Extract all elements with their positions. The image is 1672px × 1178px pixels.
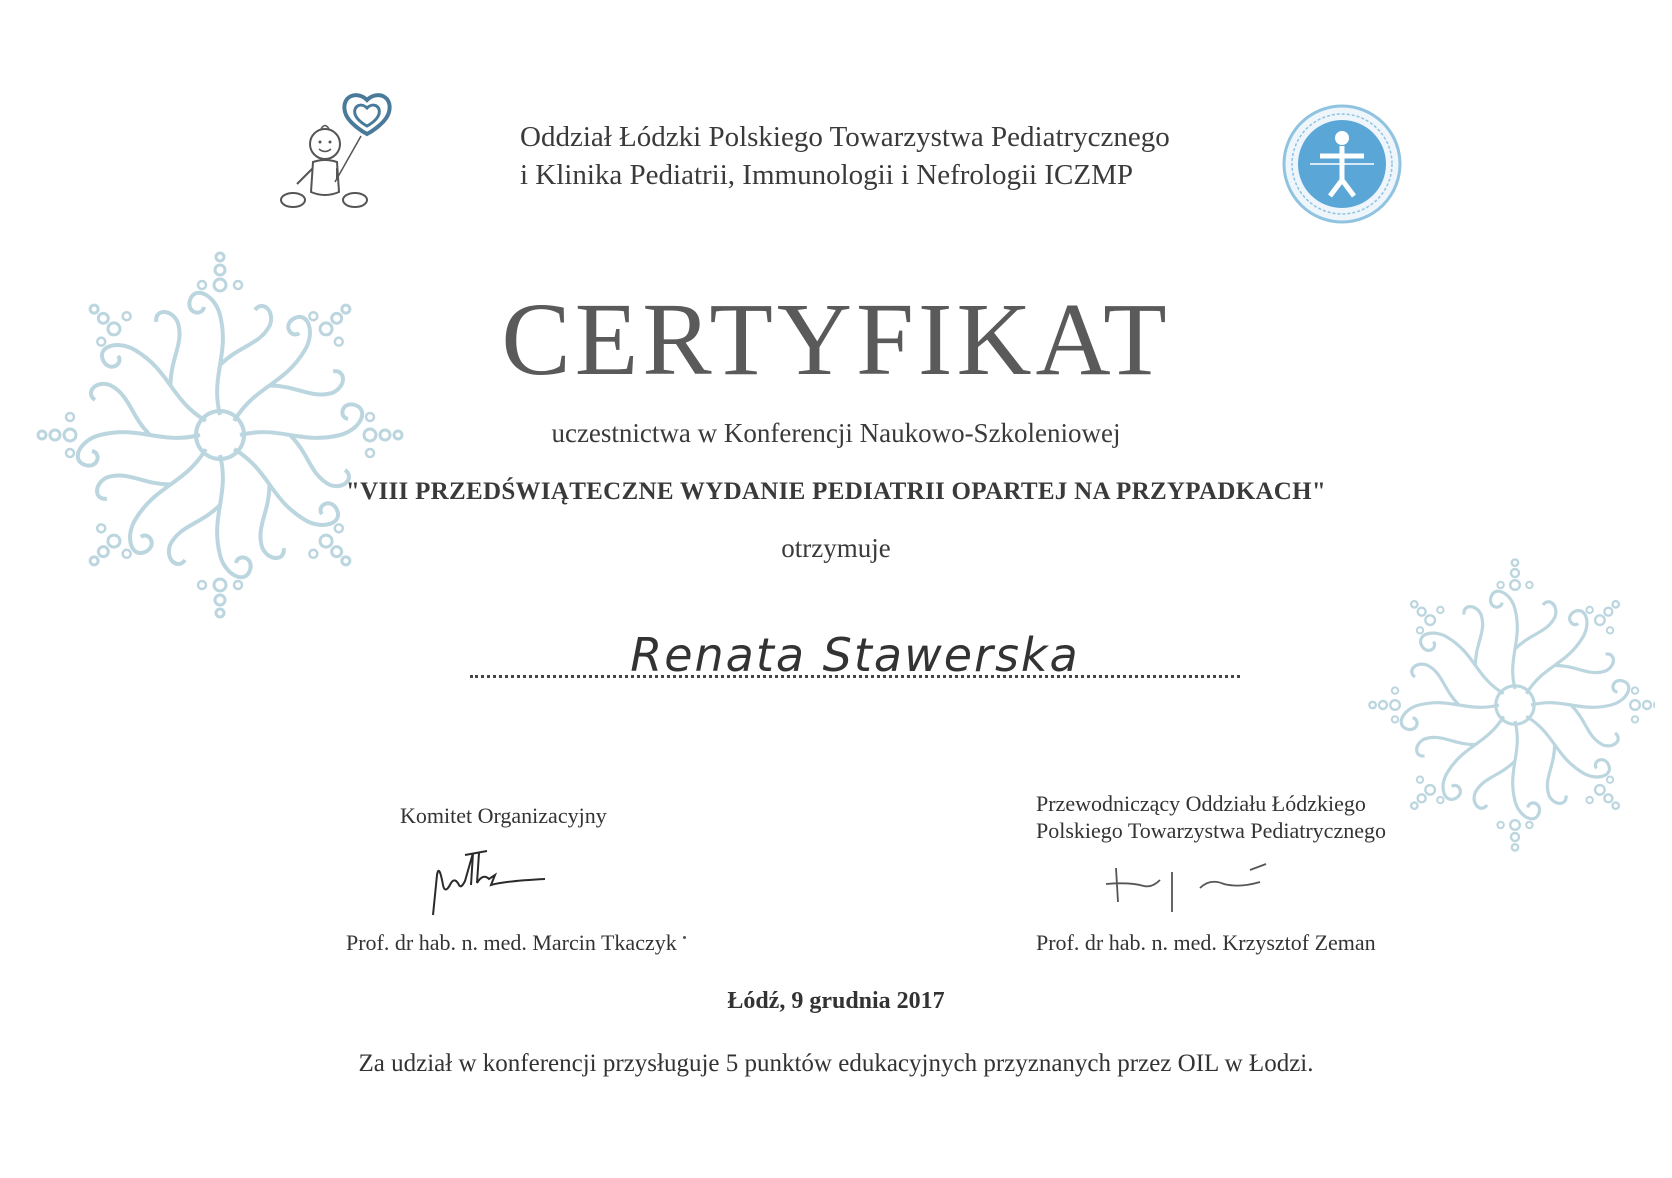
scan-dot	[683, 936, 686, 939]
education-points-note: Za udział w konferencji przysługuje 5 punktów edukacyjnych przyznanych przez OIL w Łodzi.	[358, 1050, 1314, 1077]
organization-line-2: i Klinika Pediatrii, Immunologii i Nefrologii ICZMP	[520, 159, 1133, 191]
issue-date-place: Łódź, 9 grudnia 2017	[727, 988, 945, 1014]
left-handwritten-signature	[425, 845, 555, 925]
organizing-committee-heading: Komitet Organizacyjny	[400, 803, 607, 828]
left-signer-name: Prof. dr hab. n. med. Marcin Tkaczyk	[346, 930, 677, 955]
recipient-dotted-line	[470, 675, 1240, 678]
right-handwritten-signature	[1100, 862, 1280, 927]
chairman-heading-line-1: Przewodniczący Oddziału Łódzkiego	[1036, 791, 1366, 816]
snowflake-right-icon	[1355, 520, 1655, 880]
event-name: "VIII PRZEDŚWIĄTECZNE WYDANIE PEDIATRII OPARTEJ NA PRZYPADKACH"	[345, 478, 1327, 505]
certificate-title: CERTYFIKAT	[501, 282, 1171, 397]
receives-label: otrzymuje	[781, 533, 891, 563]
certificate-subtitle: uczestnictwa w Konferencji Naukowo-Szkoleniowej	[551, 418, 1121, 448]
child-with-heart-balloon-icon	[275, 92, 415, 227]
organization-line-1: Oddział Łódzki Polskiego Towarzystwa Pediatrycznego	[520, 121, 1170, 153]
right-signer-name: Prof. dr hab. n. med. Krzysztof Zeman	[1036, 930, 1376, 955]
round-seal-icon	[1280, 102, 1404, 231]
chairman-heading-line-2: Polskiego Towarzystwa Pediatrycznego	[1036, 818, 1386, 843]
chairman-heading	[1036, 790, 1386, 844]
organization-header	[520, 118, 1170, 194]
recipient-name: Renata Stawerska	[630, 628, 1080, 682]
